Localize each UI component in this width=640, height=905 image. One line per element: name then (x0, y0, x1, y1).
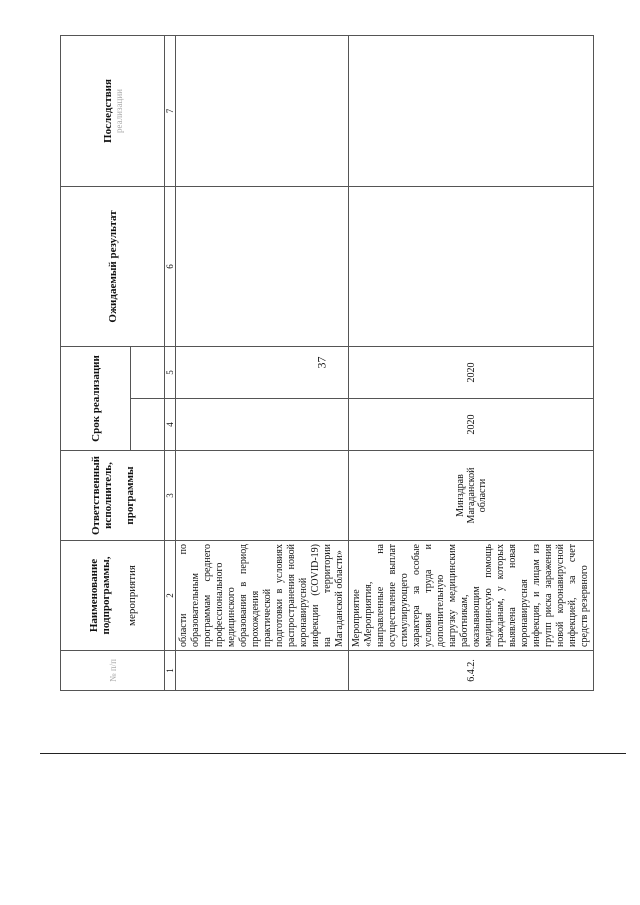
row-result (349, 186, 594, 346)
header-result: Ожидаемый результат (61, 186, 165, 346)
header-consequence: Последствия реализации (61, 35, 165, 186)
col-number-2: 2 (165, 541, 176, 651)
table-row (349, 35, 594, 690)
row-name: области по образовательным программам среднего профессионального медицинского образования в период прохождения практической подготовки в условиях распространения новой коронавирусной инфекции (COVID-19) на территории Магаданской области» (176, 541, 349, 651)
col-number-6: 6 (165, 186, 176, 346)
header-name: Наименование подпрограммы, мероприятия (61, 541, 165, 651)
row-consequence (349, 35, 594, 186)
header-term: Срок реализации (61, 346, 131, 450)
column-numbers-row (165, 35, 176, 690)
rotated-sheet (60, 36, 590, 691)
row-executor (176, 451, 349, 541)
program-measures-table (60, 35, 594, 691)
row-end: 2020 (349, 346, 594, 398)
col-number-4: 4 (165, 399, 176, 451)
header-executor: Ответственный исполнитель, программы (61, 451, 165, 541)
row-start: 2020 (349, 399, 594, 451)
row-name: Мероприятие «Мероприятия, направленные на осуществление выплат стимулирующего характера за особые условия труда и дополнительную нагрузку медицинским работникам, оказывающим медицинскую помощь гражданам, у которых выявлена новая коронавирусная инфекция, и лицам из групп риска заражения новой коронавирусной инфекцией, за счет средств резервного (349, 541, 594, 651)
row-end (176, 346, 349, 398)
header-num: № п/п (61, 651, 165, 691)
col-number-5: 5 (165, 346, 176, 398)
col-number-7: 7 (165, 35, 176, 186)
program-table-wrapper (60, 36, 590, 691)
row-num: 6.4.2. (349, 651, 594, 691)
header-term-end (131, 346, 165, 398)
row-num (176, 651, 349, 691)
page-divider-line (40, 753, 626, 754)
col-number-3: 3 (165, 451, 176, 541)
row-start (176, 399, 349, 451)
row-result (176, 186, 349, 346)
row-consequence (176, 35, 349, 186)
page-number: 37 (314, 356, 329, 369)
table-row (176, 35, 349, 690)
col-number-1: 1 (165, 651, 176, 691)
row-executor: Минздрав Магаданской области (349, 451, 594, 541)
header-term-start (131, 399, 165, 451)
